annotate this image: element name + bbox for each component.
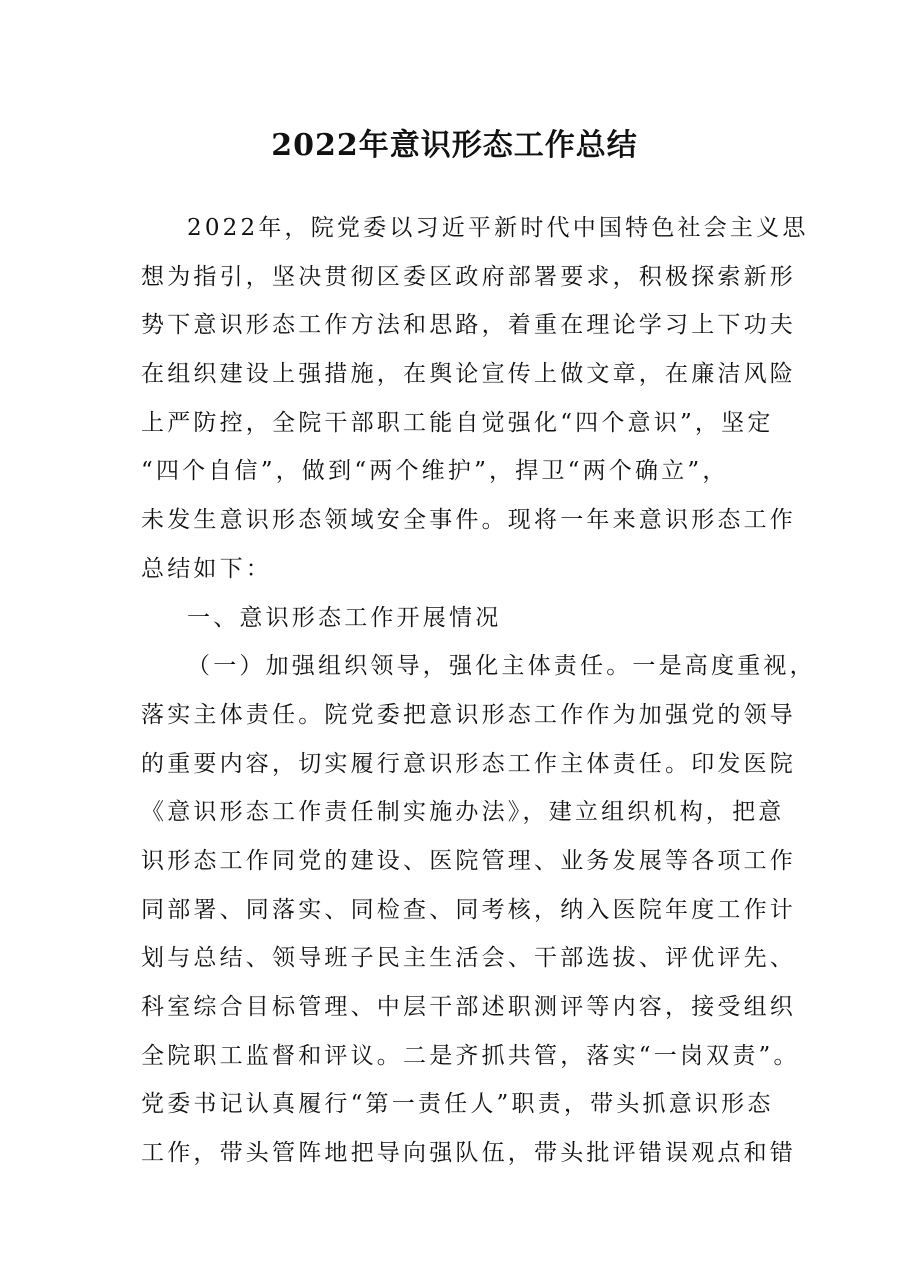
paragraph-line: 想为指引，坚决贯彻区委区政府部署要求，积极探索新形 — [141, 263, 796, 290]
paragraph-line: 《意识形态工作责任制实施办法》，建立组织机构，把意 — [141, 799, 785, 826]
paragraph-line: 势下意识形态工作方法和思路，着重在理论学习上下功夫 — [141, 312, 796, 339]
paragraph-line: 在组织建设上强措施，在舆论宣传上做文章，在廉洁风险 — [141, 361, 796, 388]
paragraph-line: 落实主体责任。院党委把意识形态工作作为加强党的领导 — [141, 701, 796, 728]
paragraph-line: 2022年，院党委以习近平新时代中国特色社会主义思 — [187, 215, 809, 241]
paragraph-line: 的重要内容，切实履行意识形态工作主体责任。印发医院 — [141, 750, 796, 777]
section-heading: 一、意识形态工作开展情况 — [187, 604, 502, 631]
paragraph-line: “四个自信”，做到“两个维护”，捍卫“两个确立”， — [141, 458, 729, 485]
paragraph-line: 科室综合目标管理、中层干部述职测评等内容，接受组织 — [141, 994, 796, 1020]
paragraph-line: 全院职工监督和评议。二是齐抓共管，落实“一岗双责”。 — [141, 1042, 800, 1069]
paragraph-line: 总结如下： — [141, 555, 272, 582]
paragraph-line: 上严防控，全院干部职工能自觉强化“四个意识”，坚定 — [141, 409, 774, 436]
document-title: 2022年意识形态工作总结 — [271, 128, 638, 163]
paragraph-line: 党委书记认真履行“第一责任人”职责，带头抓意识形态 — [141, 1091, 774, 1118]
paragraph-line: 划与总结、领导班子民主生活会、干部选拔、评优评先、 — [141, 945, 796, 972]
paragraph-line: 工作，带头管阵地把导向强队伍，带头批评错误观点和错 — [141, 1140, 796, 1167]
paragraph-line: 识形态工作同党的建设、医院管理、业务发展等各项工作 — [141, 847, 796, 874]
paragraph-line: 未发生意识形态领域安全事件。现将一年来意识形态工作 — [141, 507, 796, 534]
paragraph-line: （一）加强组织领导，强化主体责任。一是高度重视， — [187, 653, 816, 680]
paragraph-line: 同部署、同落实、同检查、同考核，纳入医院年度工作计 — [141, 896, 796, 923]
document-body — [141, 204, 816, 1178]
